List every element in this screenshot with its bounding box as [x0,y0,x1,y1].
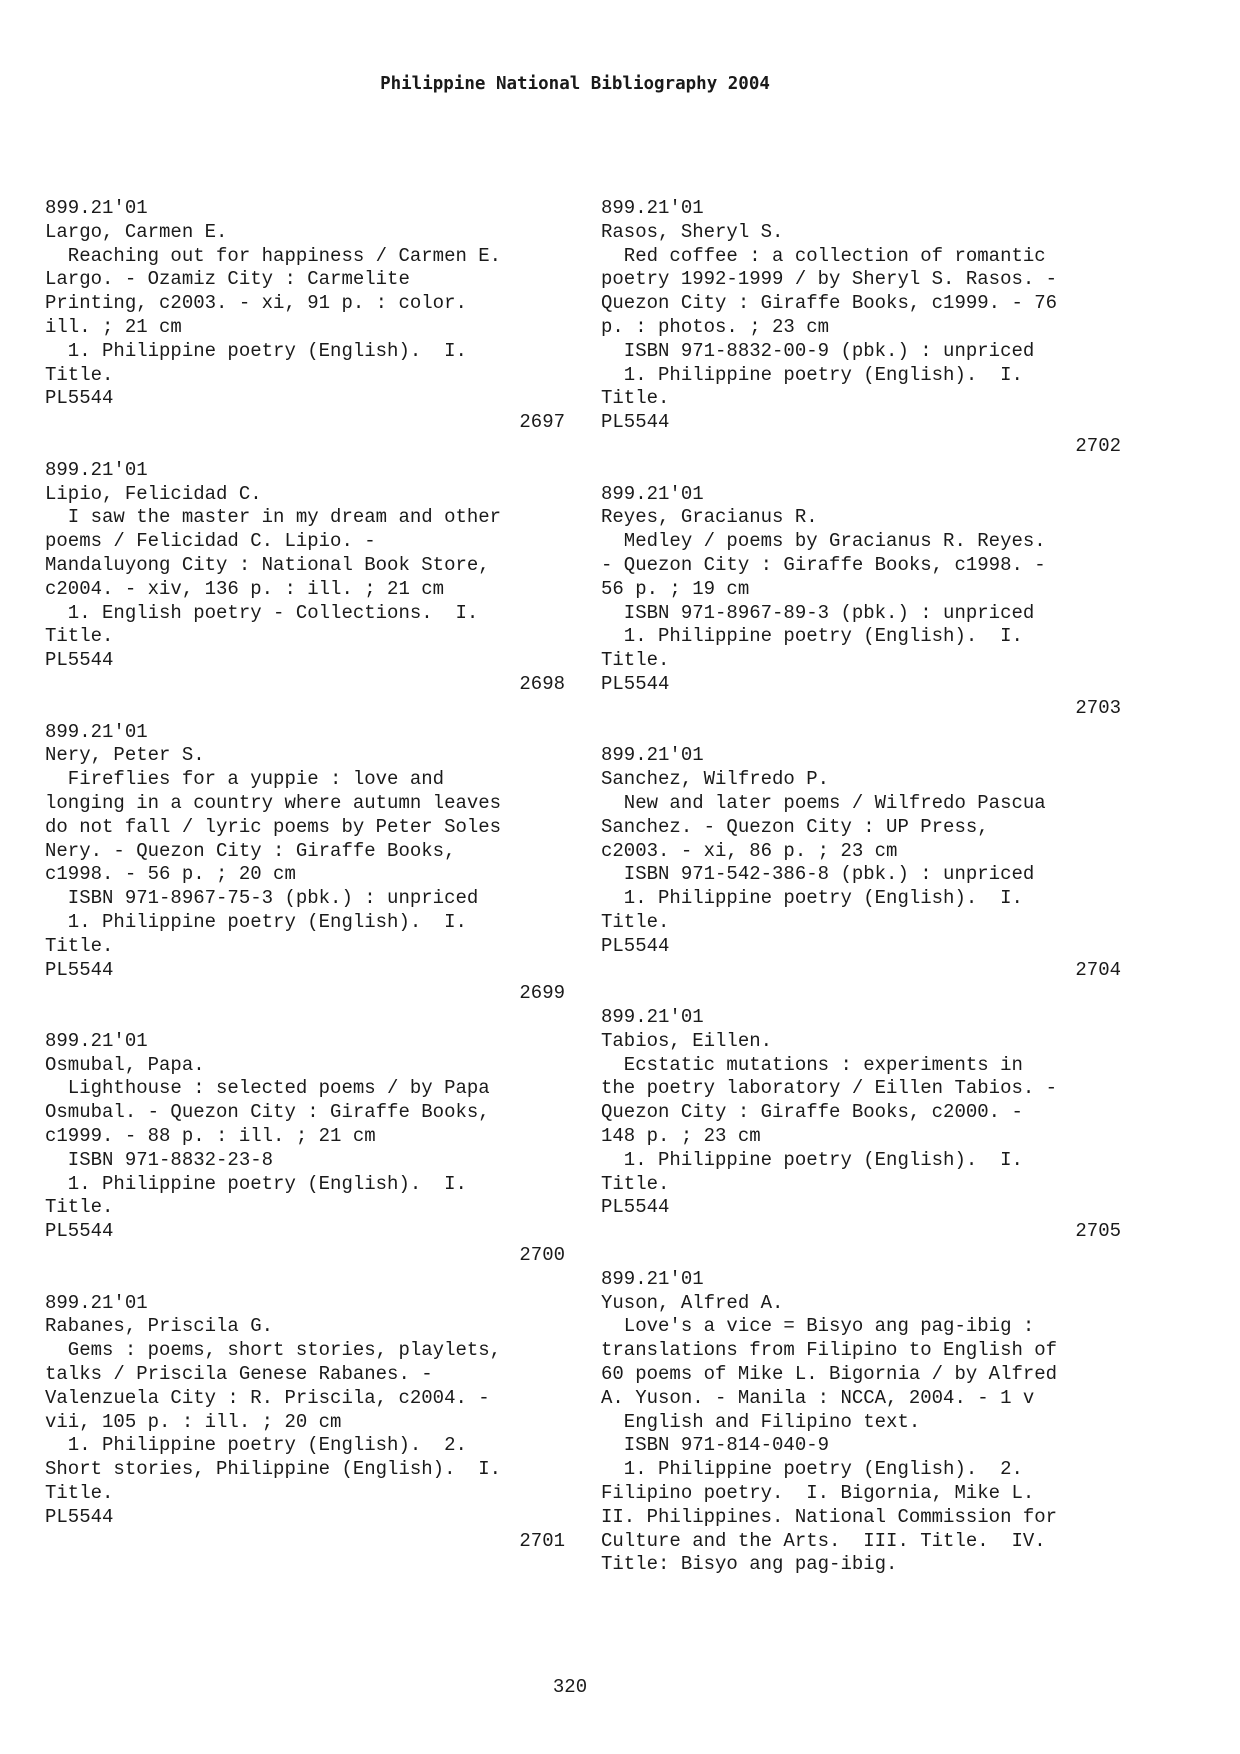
entry-line: Sanchez. - Quezon City : UP Press, [601,815,989,838]
entry-line: Red coffee : a collection of romantic [601,244,1046,267]
entry-line: Title. [601,910,670,933]
entry-line: Valenzuela City : R. Priscila, c2004. - [45,1386,490,1409]
entry-line: 1. Philippine poetry (English). I. [601,625,1023,648]
author-heading: Rabanes, Priscila G. [45,1315,274,1338]
entry-line: poetry 1992-1999 / by Sheryl S. Rasos. - [601,268,1058,291]
bibliography-entry [45,1030,565,1268]
entry-line: Printing, c2003. - xi, 91 p. : color. [45,292,467,315]
classification-number: 899.21'01 [45,1029,148,1052]
author-heading: Sanchez, Wilfredo P. [601,768,830,791]
entry-line: ill. ; 21 cm [45,315,182,338]
entry-line: 148 p. ; 23 cm [601,1125,761,1148]
bibliography-entry [45,197,565,435]
bibliography-entry [601,1268,1121,1577]
entry-line: 60 poems of Mike L. Bigornia / by Alfred [601,1363,1058,1386]
bibliography-entry [45,459,565,697]
entry-line: Quezon City : Giraffe Books, c2000. - [601,1101,1023,1124]
entry-line: English and Filipino text. [601,1410,921,1433]
entry-line: Gems : poems, short stories, playlets, [45,1339,502,1362]
entry-line: p. : photos. ; 23 cm [601,315,830,338]
entry-line: ISBN 971-8967-75-3 (pbk.) : unpriced [45,887,479,910]
bibliography-entry [601,744,1121,982]
entry-line: Love's a vice = Bisyo ang pag-ibig : [601,1315,1035,1338]
classification-number: 899.21'01 [45,1291,148,1314]
entry-line: ISBN 971-814-040-9 [601,1434,830,1457]
entry-line: c1998. - 56 p. ; 20 cm [45,863,296,886]
entry-number: 2698 [519,672,565,695]
entry-line: talks / Priscila Genese Rabanes. - [45,1363,433,1386]
entry-line: Short stories, Philippine (English). I. [45,1458,502,1481]
classification-number: 899.21'01 [601,482,704,505]
entry-line: 1. Philippine poetry (English). I. [45,1172,467,1195]
entry-line: Title. [601,387,670,410]
bibliography-entry [601,483,1121,721]
entry-line: 1. Philippine poetry (English). 2. [45,1434,467,1457]
entry-line: longing in a country where autumn leaves [45,791,502,814]
entry-line: PL5544 [45,1220,114,1243]
entry-line: Filipino poetry. I. Bigornia, Mike L. [601,1482,1035,1505]
entry-line: Title: Bisyo ang pag-ibig. [601,1553,898,1576]
entry-line: PL5544 [45,958,114,981]
entry-line: PL5544 [601,934,670,957]
entry-line: c2003. - xi, 86 p. ; 23 cm [601,839,898,862]
entry-line: translations from Filipino to English of [601,1339,1058,1362]
entry-line: PL5544 [45,649,114,672]
entry-number: 2699 [519,982,565,1005]
classification-number: 899.21'01 [601,1006,704,1029]
entry-line: Fireflies for a yuppie : love and [45,768,445,791]
entry-line: Title. [45,1482,114,1505]
entry-number: 2704 [1075,958,1121,981]
classification-number: 899.21'01 [45,197,148,219]
entry-number: 2705 [1075,1220,1121,1243]
bibliography-entry [601,197,1121,459]
entry-line: 1. Philippine poetry (English). I. [45,339,467,362]
entry-line: c2004. - xiv, 136 p. : ill. ; 21 cm [45,577,445,600]
author-heading: Osmubal, Papa. [45,1053,205,1076]
page-title: Philippine National Bibliography 2004 [380,74,770,94]
entry-number: 2700 [519,1244,565,1267]
entry-line: Culture and the Arts. III. Title. IV. [601,1529,1046,1552]
entry-line: Mandaluyong City : National Book Store, [45,553,490,576]
author-heading: Rasos, Sheryl S. [601,220,784,243]
entry-line: I saw the master in my dream and other [45,506,502,529]
entry-line: do not fall / lyric poems by Peter Soles [45,815,502,838]
entry-line: vii, 105 p. : ill. ; 20 cm [45,1410,342,1433]
entry-line: - Quezon City : Giraffe Books, c1998. - [601,553,1046,576]
classification-number: 899.21'01 [45,458,148,481]
entry-line: A. Yuson. - Manila : NCCA, 2004. - 1 v [601,1386,1035,1409]
entry-line: 1. English poetry - Collections. I. [45,601,479,624]
entry-line: Quezon City : Giraffe Books, c1999. - 76 [601,292,1058,315]
entry-line: 1. Philippine poetry (English). I. [601,363,1023,386]
entry-line: the poetry laboratory / Eillen Tabios. - [601,1077,1058,1100]
entry-line: Title. [601,1172,670,1195]
entry-line: 56 p. ; 19 cm [601,577,750,600]
page-number: 320 [552,1676,588,1698]
entry-line: 1. Philippine poetry (English). I. [601,1148,1023,1171]
right-column [601,197,1121,1601]
author-heading: Reyes, Gracianus R. [601,506,818,529]
entry-line: Title. [45,1196,114,1219]
entry-line: 1. Philippine poetry (English). I. [601,887,1023,910]
entry-line: c1999. - 88 p. : ill. ; 21 cm [45,1125,376,1148]
entry-line: Title. [45,625,114,648]
author-heading: Largo, Carmen E. [45,220,228,243]
entry-line: PL5544 [45,387,114,410]
entry-line: Reaching out for happiness / Carmen E. [45,244,502,267]
bibliography-entry [45,721,565,1007]
left-column [45,197,565,1577]
entry-line: Osmubal. - Quezon City : Giraffe Books, [45,1101,490,1124]
entry-line: Title. [45,934,114,957]
entry-line: Largo. - Ozamiz City : Carmelite [45,268,410,291]
entry-line: II. Philippines. National Commission for [601,1505,1058,1528]
author-heading: Nery, Peter S. [45,744,205,767]
entry-line: PL5544 [601,411,670,434]
entry-number: 2697 [519,411,565,434]
entry-line: ISBN 971-8832-00-9 (pbk.) : unpriced [601,339,1035,362]
classification-number: 899.21'01 [601,197,704,219]
entry-line: PL5544 [601,672,670,695]
entry-line: Lighthouse : selected poems / by Papa [45,1077,490,1100]
entry-number: 2703 [1075,696,1121,719]
entry-line: ISBN 971-542-386-8 (pbk.) : unpriced [601,863,1035,886]
entry-line: 1. Philippine poetry (English). 2. [601,1458,1023,1481]
entry-line: ISBN 971-8832-23-8 [45,1148,274,1171]
bibliography-entry [45,1292,565,1554]
author-heading: Yuson, Alfred A. [601,1291,784,1314]
entry-number: 2702 [1075,434,1121,457]
author-heading: Lipio, Felicidad C. [45,482,262,505]
bibliography-entry [601,1006,1121,1244]
entry-line: 1. Philippine poetry (English). I. [45,910,467,933]
entry-line: Title. [45,363,114,386]
entry-line: ISBN 971-8967-89-3 (pbk.) : unpriced [601,601,1035,624]
entry-line: Medley / poems by Gracianus R. Reyes. [601,530,1046,553]
entry-line: New and later poems / Wilfredo Pascua [601,791,1046,814]
entry-line: Ecstatic mutations : experiments in [601,1053,1023,1076]
entry-line: PL5544 [601,1196,670,1219]
author-heading: Tabios, Eillen. [601,1029,773,1052]
classification-number: 899.21'01 [601,744,704,767]
entry-line: Title. [601,649,670,672]
entry-number: 2701 [519,1529,565,1552]
classification-number: 899.21'01 [601,1267,704,1290]
entry-line: Nery. - Quezon City : Giraffe Books, [45,839,456,862]
entry-line: poems / Felicidad C. Lipio. - [45,530,376,553]
entry-line: PL5544 [45,1505,114,1528]
classification-number: 899.21'01 [45,720,148,743]
